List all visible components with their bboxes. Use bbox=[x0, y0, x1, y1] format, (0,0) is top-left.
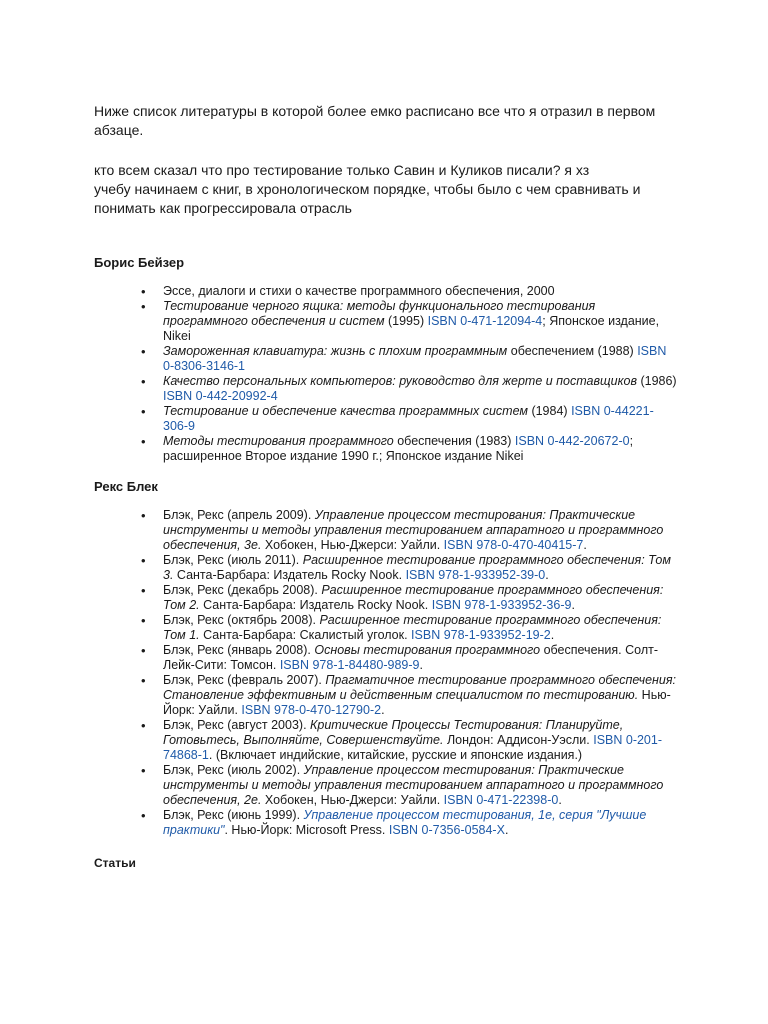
list-item: • Блэк, Рекс (июль 2002). Управление процессом тестирования: Практические инструменты и методы управления тестированием аппаратного и программного обеспечения, 2е. Хобокен, Нью-Джерси: Уайли. ISBN 0-471-22398-0. bbox=[163, 763, 678, 808]
black-list bbox=[94, 508, 678, 838]
list-item: • Замороженная клавиатура: жизнь с плохим программным обеспечением (1988) ISBN 0-8306-3146-1 bbox=[163, 344, 678, 374]
list-item: • Блэк, Рекс (октябрь 2008). Расширенное тестирование программного обеспечения: Том 1. Санта-Барбара: Скалистый уголок. ISBN 978-1-933952-19-2. bbox=[163, 613, 678, 643]
heading-articles: Статьи bbox=[94, 856, 136, 870]
list-item: • Блэк, Рекс (январь 2008). Основы тестирования программного обеспечения. Солт-Лейк-Сити: Томсон. ISBN 978-1-84480-989-9. bbox=[163, 643, 678, 673]
isbn-link[interactable]: ISBN 978-0-470-40415-7 bbox=[443, 538, 584, 552]
beizer-list bbox=[94, 284, 678, 464]
isbn-link[interactable]: ISBN 0-201-74868-1 bbox=[163, 733, 662, 762]
book-title-link[interactable]: Управление процессом тестирования, 1е, серия "Лучшие практики" bbox=[163, 808, 647, 837]
list-item: • Блэк, Рекс (апрель 2009). Управление процессом тестирования: Практические инструменты и методы управления тестированием аппаратного и программного обеспечения, 3е. Хобокен, Нью-Джерси: Уайли. ISBN 978-0-470-40415-7. bbox=[163, 508, 678, 553]
list-item: • Тестирование черного ящика: методы функционального тестирования программного обеспечения и систем (1995) ISBN 0-471-12094-4; Японское издание, Nikei bbox=[163, 299, 678, 344]
list-item: • Блэк, Рекс (февраль 2007). Прагматичное тестирование программного обеспечения: Становление эффективным и действенным специалистом по тестированию. Нью-Йорк: Уайли. ISBN 978-0-470-12790-2. bbox=[163, 673, 678, 718]
list-item: • Тестирование и обеспечение качества программных систем (1984) ISBN 0-44221-306-9 bbox=[163, 404, 678, 434]
isbn-link[interactable]: ISBN 0-442-20992-4 bbox=[163, 389, 278, 403]
list-item: • Блэк, Рекс (июль 2011). Расширенное тестирование программного обеспечения: Том 3. Санта-Барбара: Издатель Rocky Nook. ISBN 978-1-933952-39-0. bbox=[163, 553, 678, 583]
list-item: • Блэк, Рекс (июнь 1999). Управление процессом тестирования, 1е, серия "Лучшие практики". Нью-Йорк: Microsoft Press. ISBN 0-7356-0584-X. bbox=[163, 808, 678, 838]
list-item: • Качество персональных компьютеров: руководство для жерте и поставщиков (1986) ISBN 0-442-20992-4 bbox=[163, 374, 678, 404]
isbn-link[interactable]: ISBN 0-44221-306-9 bbox=[163, 404, 654, 433]
list-item: • Блэк, Рекс (август 2003). Критические Процессы Тестирования: Планируйте, Готовьтесь, Выполняйте, Совершенствуйте. Лондон: Аддисон-Уэсли. ISBN 0-201-74868-1. (Включает индийские, китайские, русские и японские издания.) bbox=[163, 718, 678, 763]
heading-black: Рекс Блек bbox=[94, 479, 158, 494]
isbn-link[interactable]: ISBN 0-471-12094-4 bbox=[427, 314, 543, 328]
isbn-link[interactable]: ISBN 0-8306-3146-1 bbox=[163, 344, 667, 373]
list-item: • Методы тестирования программного обеспечения (1983) ISBN 0-442-20672-0; расширенное Второе издание 1990 г.; Японское издание Nikei bbox=[163, 434, 678, 464]
intro-line-2: учебу начинаем с книг, в хронологическом порядке, чтобы было с чем сравнивать и понимать как прогрессировала отрасль bbox=[94, 181, 641, 216]
list-item: • Блэк, Рекс (декабрь 2008). Расширенное тестирование программного обеспечения: Том 2. Санта-Барбара: Издатель Rocky Nook. ISBN 978-1-933952-36-9. bbox=[163, 583, 678, 613]
intro-paragraph: Ниже список литературы в которой более емко расписано все что я отразил в первом абзаце. bbox=[94, 103, 656, 138]
intro-line-1: кто всем сказал что про тестирование только Савин и Куликов писали? я хз bbox=[94, 162, 590, 178]
isbn-link[interactable]: ISBN 0-442-20672-0 bbox=[514, 434, 630, 448]
isbn-link[interactable]: ISBN 0-471-22398-0 bbox=[443, 793, 559, 807]
isbn-link[interactable]: ISBN 978-0-470-12790-2 bbox=[241, 703, 382, 717]
isbn-link[interactable]: ISBN 978-1-933952-36-9 bbox=[431, 598, 572, 612]
isbn-link[interactable]: ISBN 978-1-933952-19-2 bbox=[411, 628, 551, 642]
isbn-link[interactable]: ISBN 978-1-84480-989-9 bbox=[279, 658, 420, 672]
list-item: • Эссе, диалоги и стихи о качестве программного обеспечения, 2000 bbox=[163, 284, 678, 299]
isbn-link[interactable]: ISBN 978-1-933952-39-0 bbox=[405, 568, 546, 582]
heading-beizer: Борис Бейзер bbox=[94, 255, 185, 270]
isbn-link[interactable]: ISBN 0-7356-0584-X bbox=[388, 823, 505, 837]
